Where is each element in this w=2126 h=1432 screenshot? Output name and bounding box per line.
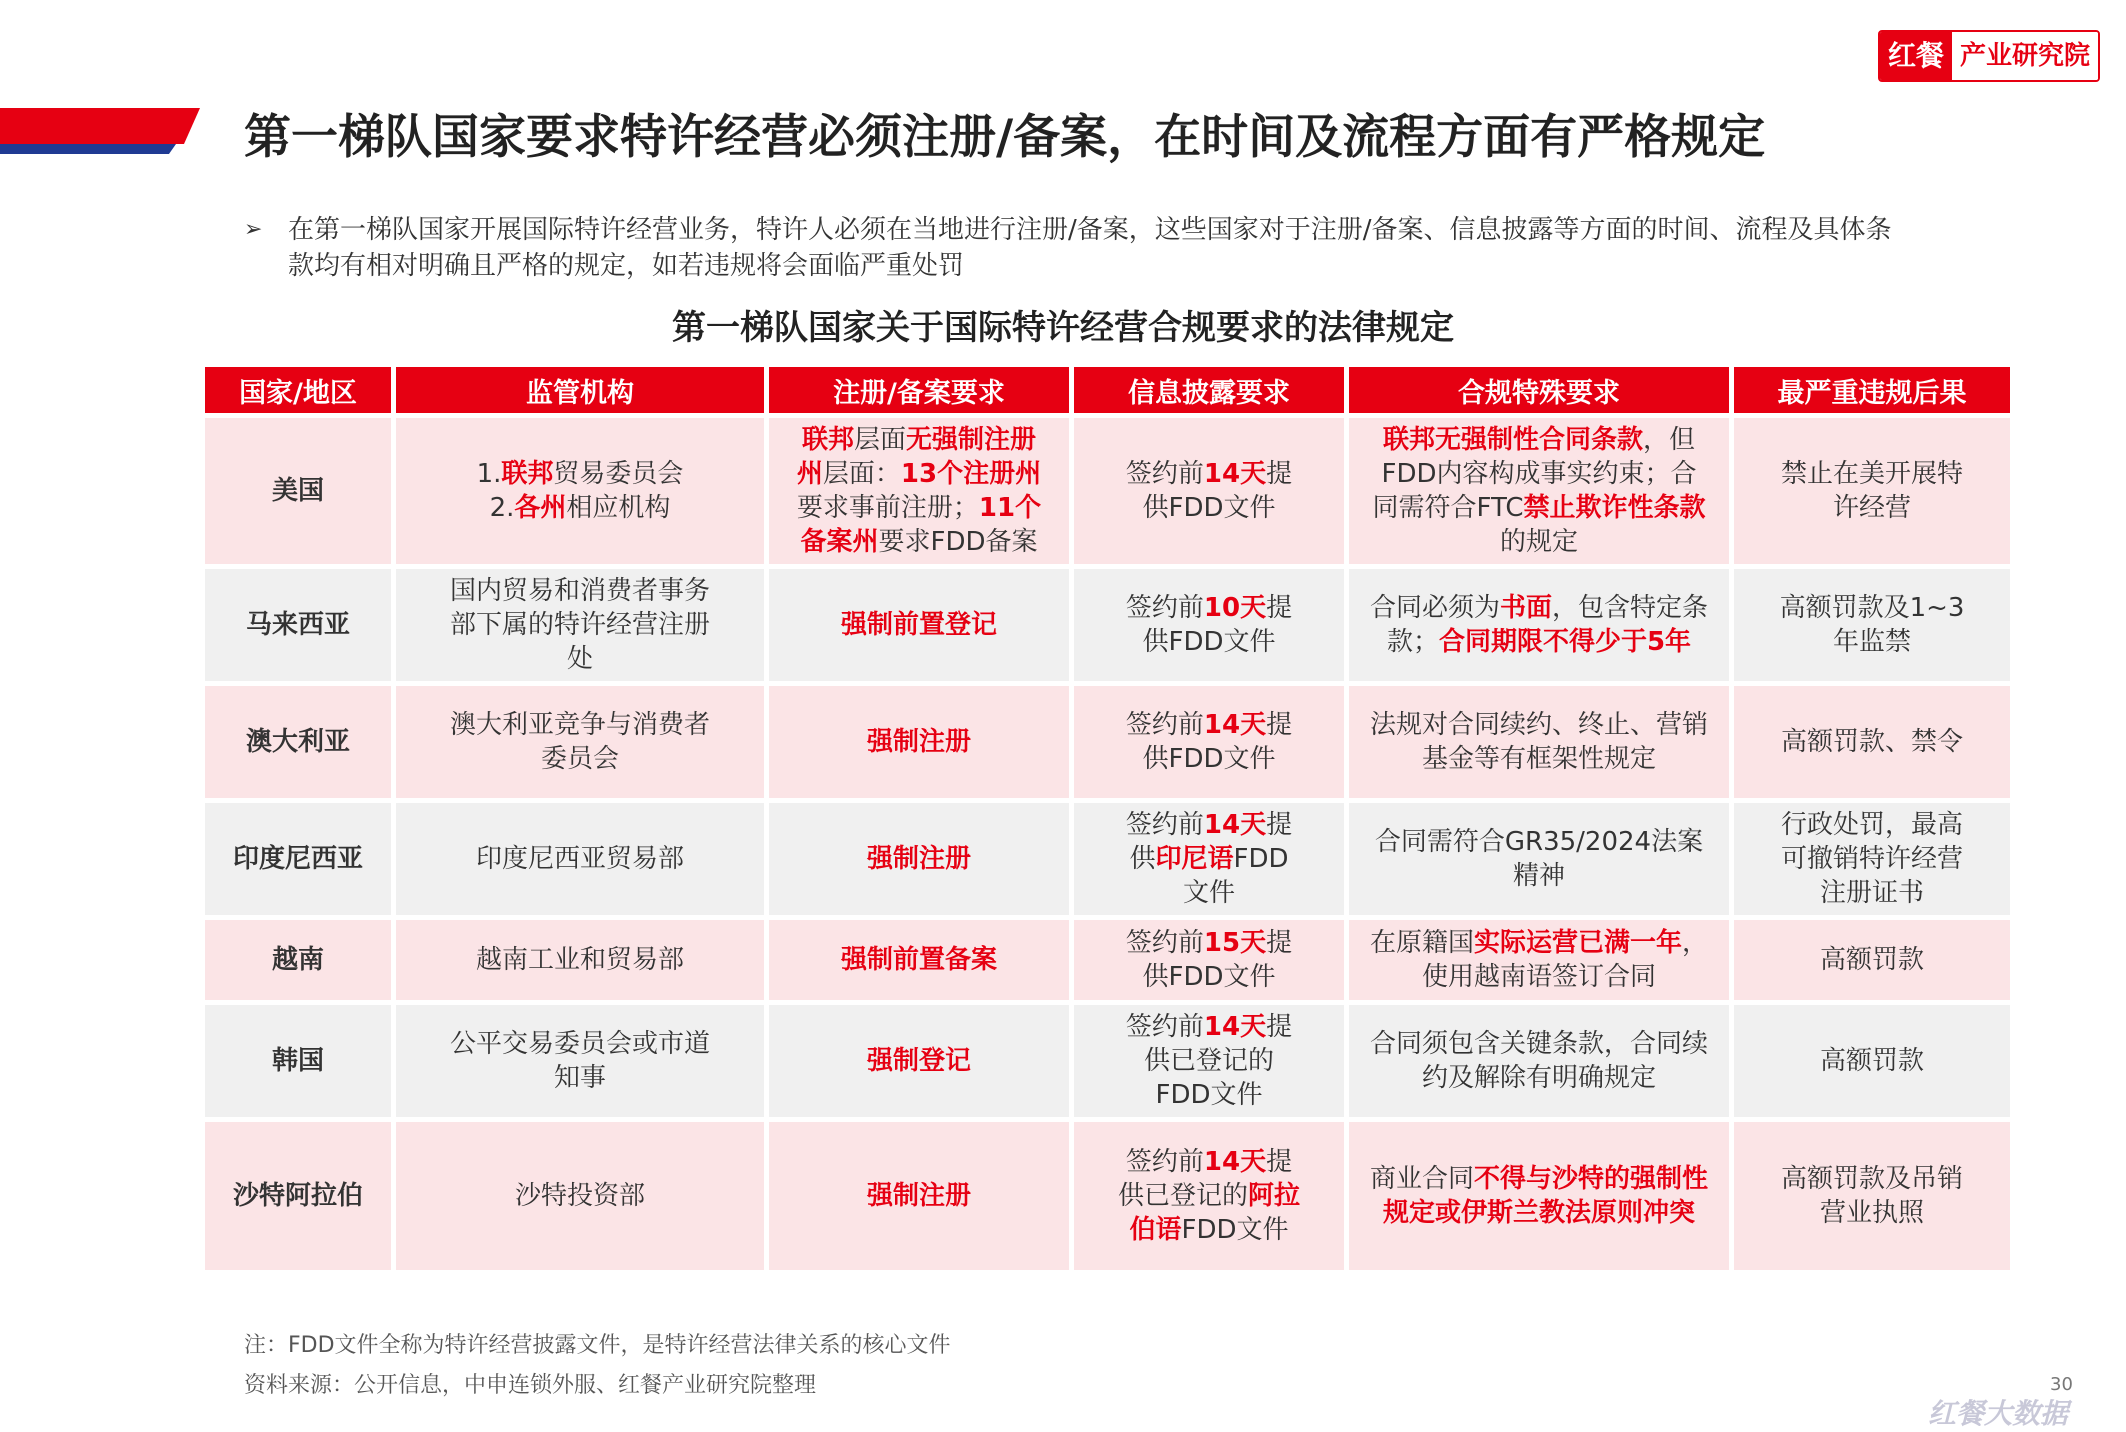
cell-disclosure <box>1074 418 1344 564</box>
cell-text: 越南工业和贸易部 <box>475 945 684 975</box>
cell-text: 许经营 <box>1832 493 1911 523</box>
highlight-text: 14天 <box>1203 710 1267 740</box>
cell-disclosure <box>1074 803 1344 915</box>
cell-text: 部下属的特许经营注册 <box>449 610 710 640</box>
highlight-text: 强制注册 <box>866 727 971 757</box>
table-header-row <box>205 367 2010 413</box>
col-header-disclosure: 信息披露要求 <box>1074 367 1344 413</box>
highlight-text: 14天 <box>1203 459 1267 489</box>
cell-special <box>1349 569 1729 681</box>
highlight-text: 13个注册州 <box>900 459 1042 489</box>
cell-text: 禁止在美开展特 <box>1780 459 1963 489</box>
highlight-text: 阿拉 <box>1248 1181 1301 1211</box>
cell-text: 高额罚款及1~3 <box>1779 593 1965 623</box>
cell-penalty <box>1734 1005 2010 1117</box>
bullet-arrow-icon: ➢ <box>244 217 263 242</box>
cell-text: 提 <box>1266 1147 1293 1177</box>
cell-text: 要求事前注册； <box>796 493 979 523</box>
cell-special <box>1349 418 1729 564</box>
cell-registration <box>769 1122 1069 1270</box>
cell-penalty <box>1734 1122 2010 1270</box>
cell-registration <box>769 686 1069 798</box>
cell-text: 提 <box>1266 710 1293 740</box>
cell-registration <box>769 1005 1069 1117</box>
cell-text: 法规对合同续约、终止、营销 <box>1369 710 1708 740</box>
cell-agency <box>396 920 764 1000</box>
highlight-text: 不得与沙特的强制性 <box>1474 1164 1709 1194</box>
corner-watermark: 红餐大数据 <box>1928 1397 2069 1430</box>
cell-text: 供FDD文件 <box>1142 627 1276 657</box>
highlight-text: 印尼语 <box>1155 844 1234 874</box>
highlight-text: 无强制注册 <box>906 425 1037 455</box>
cell-text: 供FDD文件 <box>1142 962 1276 992</box>
highlight-text: 强制登记 <box>866 1046 971 1076</box>
cell-text: 营业执照 <box>1819 1198 1924 1228</box>
cell-country: 美国 <box>205 418 391 564</box>
cell-country: 马来西亚 <box>205 569 391 681</box>
table-body <box>205 418 2010 1270</box>
cell-text: 供 <box>1129 844 1156 874</box>
cell-text: 签约前 <box>1125 1147 1204 1177</box>
cell-country: 沙特阿拉伯 <box>205 1122 391 1270</box>
cell-special <box>1349 803 1729 915</box>
cell-text: 签约前 <box>1125 1012 1204 1042</box>
cell-disclosure <box>1074 686 1344 798</box>
cell-disclosure <box>1074 569 1344 681</box>
cell-disclosure <box>1074 1122 1344 1270</box>
cell-text: 要求FDD备案 <box>878 527 1038 557</box>
cell-text: 贸易委员会 <box>553 459 684 489</box>
highlight-text: 联邦无强制性合同条款 <box>1382 425 1643 455</box>
cell-registration <box>769 569 1069 681</box>
cell-text: 2. <box>489 493 515 523</box>
cell-disclosure <box>1074 1005 1344 1117</box>
highlight-text: 备案州 <box>800 527 879 557</box>
cell-text: 合同需符合GR35/2024法案 <box>1374 827 1704 857</box>
table-row <box>205 686 2010 798</box>
highlight-text: 强制前置登记 <box>840 610 997 640</box>
table-title: 第一梯队国家关于国际特许经营合规要求的法律规定 <box>672 308 1454 348</box>
cell-text: 提 <box>1266 810 1293 840</box>
cell-text: 国内贸易和消费者事务 <box>449 576 710 606</box>
highlight-text: 14天 <box>1203 1012 1267 1042</box>
title-accent-red <box>0 108 200 144</box>
col-header-registration: 注册/备案要求 <box>769 367 1069 413</box>
cell-country: 澳大利亚 <box>205 686 391 798</box>
cell-registration <box>769 920 1069 1000</box>
page-title: 第一梯队国家要求特许经营必须注册/备案，在时间及流程方面有严格规定 <box>244 110 1766 165</box>
cell-text: 高额罚款、禁令 <box>1780 727 1963 757</box>
cell-text: 沙特投资部 <box>514 1181 645 1211</box>
cell-text: 使用越南语签订合同 <box>1421 962 1656 992</box>
cell-penalty <box>1734 569 2010 681</box>
highlight-text: 州 <box>796 459 823 489</box>
cell-text: FDD内容构成事实约束；合 <box>1381 459 1697 489</box>
cell-text: 可撤销特许经营 <box>1780 844 1963 874</box>
cell-penalty <box>1734 418 2010 564</box>
cell-text: FDD文件 <box>1155 1080 1263 1110</box>
cell-text: 注册证书 <box>1819 878 1924 908</box>
source-note: 资料来源：公开信息，中申连锁外服、红餐产业研究院整理 <box>244 1373 817 1398</box>
col-header-special: 合规特殊要求 <box>1349 367 1729 413</box>
cell-country: 印度尼西亚 <box>205 803 391 915</box>
cell-special <box>1349 1005 1729 1117</box>
cell-special <box>1349 686 1729 798</box>
highlight-text: 强制注册 <box>866 1181 971 1211</box>
cell-penalty <box>1734 920 2010 1000</box>
cell-text: 公平交易委员会或市道 <box>449 1029 710 1059</box>
highlight-text: 实际运营已满一年 <box>1473 928 1682 958</box>
highlight-text: 15天 <box>1203 928 1267 958</box>
title-accent-blue <box>0 144 176 154</box>
cell-registration <box>769 803 1069 915</box>
col-header-agency: 监管机构 <box>396 367 764 413</box>
cell-text: 1. <box>476 459 502 489</box>
cell-text: 高额罚款及吊销 <box>1780 1164 1963 1194</box>
cell-agency <box>396 686 764 798</box>
cell-text: FDD文件 <box>1181 1215 1289 1245</box>
cell-text: 合同须包含关键条款，合同续 <box>1369 1029 1708 1059</box>
table-row <box>205 920 2010 1000</box>
cell-text: 层面： <box>822 459 901 489</box>
cell-text: 商业合同 <box>1369 1164 1474 1194</box>
highlight-text: 禁止欺诈性条款 <box>1523 493 1706 523</box>
cell-text: 签约前 <box>1125 928 1204 958</box>
table-row <box>205 1005 2010 1117</box>
cell-penalty <box>1734 686 2010 798</box>
highlight-text: 强制注册 <box>866 844 971 874</box>
cell-text: 签约前 <box>1125 710 1204 740</box>
cell-text: 提 <box>1266 593 1293 623</box>
cell-text: 供已登记的 <box>1143 1046 1274 1076</box>
table-row <box>205 569 2010 681</box>
highlight-text: 规定或伊斯兰教法原则冲突 <box>1382 1198 1695 1228</box>
highlight-text: 强制前置备案 <box>840 945 997 975</box>
cell-text: 层面 <box>853 425 906 455</box>
cell-text: 提 <box>1266 928 1293 958</box>
table-row <box>205 803 2010 915</box>
cell-special <box>1349 1122 1729 1270</box>
highlight-text: 合同期限不得少于5年 <box>1438 627 1692 657</box>
cell-text: 提 <box>1266 459 1293 489</box>
highlight-text: 14天 <box>1203 810 1267 840</box>
cell-text: 高额罚款 <box>1819 1046 1924 1076</box>
highlight-text: 各州 <box>514 493 567 523</box>
cell-text: 澳大利亚竞争与消费者 <box>449 710 710 740</box>
brand-logo <box>1878 30 2100 82</box>
page-number: 30 <box>2050 1374 2073 1395</box>
footnote: 注：FDD文件全称为特许经营披露文件，是特许经营法律关系的核心文件 <box>244 1333 951 1358</box>
cell-text: 委员会 <box>540 744 619 774</box>
cell-text: ，但 <box>1643 425 1696 455</box>
highlight-text: 11个 <box>978 493 1042 523</box>
cell-text: 基金等有框架性规定 <box>1421 744 1656 774</box>
cell-text: 的规定 <box>1499 527 1578 557</box>
col-header-country: 国家/地区 <box>205 367 391 413</box>
highlight-text: 书面 <box>1499 593 1552 623</box>
cell-text: 相应机构 <box>566 493 671 523</box>
cell-text: 款； <box>1386 627 1439 657</box>
table-row <box>205 418 2010 564</box>
cell-text: 合同必须为 <box>1369 593 1500 623</box>
intro-text: 在第一梯队国家开展国际特许经营业务，特许人必须在当地进行注册/备案，这些国家对于注册/备案、信息披露等方面的时间、流程及具体条款均有相对明确且严格的规定，如若违规将会面临严重处罚 <box>288 215 1892 281</box>
cell-agency <box>396 803 764 915</box>
cell-text: FDD <box>1233 844 1289 874</box>
highlight-text: 联邦 <box>501 459 554 489</box>
cell-agency <box>396 1122 764 1270</box>
cell-text: 约及解除有明确规定 <box>1421 1063 1656 1093</box>
intro-bullet <box>244 212 1904 284</box>
highlight-text: 14天 <box>1203 1147 1267 1177</box>
cell-text: 签约前 <box>1125 810 1204 840</box>
cell-text: 在原籍国 <box>1369 928 1474 958</box>
highlight-text: 联邦 <box>801 425 854 455</box>
cell-country: 越南 <box>205 920 391 1000</box>
cell-agency <box>396 418 764 564</box>
cell-agency <box>396 569 764 681</box>
table-row <box>205 1122 2010 1270</box>
cell-text: 年监禁 <box>1832 627 1911 657</box>
cell-text: 供FDD文件 <box>1142 744 1276 774</box>
title-accent-bar <box>0 108 210 154</box>
cell-text: 知事 <box>553 1063 606 1093</box>
logo-suffix: 产业研究院 <box>1952 32 2098 80</box>
cell-text: 供已登记的 <box>1117 1181 1248 1211</box>
cell-text: 高额罚款 <box>1819 945 1924 975</box>
cell-text: 精神 <box>1512 861 1565 891</box>
cell-penalty <box>1734 803 2010 915</box>
cell-text: 文件 <box>1182 878 1235 908</box>
highlight-text: 伯语 <box>1129 1215 1182 1245</box>
cell-text: 印度尼西亚贸易部 <box>475 844 684 874</box>
cell-text: ，包含特定条 <box>1552 593 1709 623</box>
col-header-penalty: 最严重违规后果 <box>1734 367 2010 413</box>
logo-brand: 红餐 <box>1880 32 1952 80</box>
cell-text: 提 <box>1266 1012 1293 1042</box>
cell-text: 同需符合FTC <box>1372 493 1524 523</box>
cell-special <box>1349 920 1729 1000</box>
cell-text: ， <box>1682 928 1709 958</box>
cell-text: 签约前 <box>1125 593 1204 623</box>
cell-country: 韩国 <box>205 1005 391 1117</box>
cell-text: 供FDD文件 <box>1142 493 1276 523</box>
cell-text: 签约前 <box>1125 459 1204 489</box>
cell-agency <box>396 1005 764 1117</box>
cell-disclosure <box>1074 920 1344 1000</box>
cell-text: 处 <box>566 644 593 674</box>
highlight-text: 10天 <box>1203 593 1267 623</box>
regulation-table <box>200 362 2015 1275</box>
cell-registration <box>769 418 1069 564</box>
cell-text: 行政处罚，最高 <box>1780 810 1963 840</box>
